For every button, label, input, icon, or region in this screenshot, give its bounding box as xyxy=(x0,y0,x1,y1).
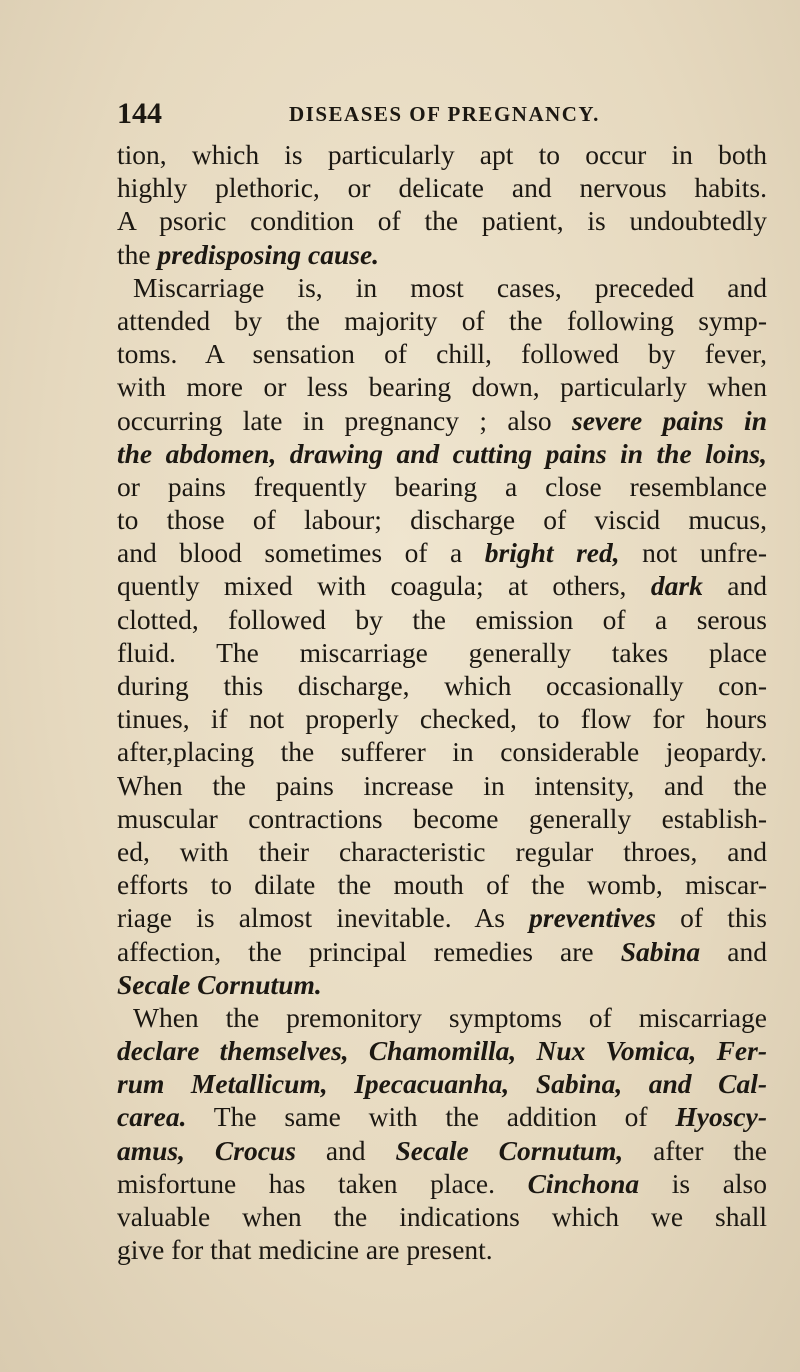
text-line xyxy=(117,1167,767,1200)
text-segment: not unfre- xyxy=(619,537,767,569)
page-number: 144 xyxy=(117,97,162,130)
text-line xyxy=(117,1001,767,1034)
text-segment: riage is almost inevitable. As xyxy=(117,902,530,934)
text-line xyxy=(117,204,767,237)
text-segment: and blood sometimes of a xyxy=(117,537,485,569)
text-segment: or pains frequently bearing a close resemblance xyxy=(117,470,767,502)
emphasis-text: Secale Cornutum. xyxy=(117,968,322,1000)
text-line xyxy=(117,238,767,271)
emphasis-text: carea. xyxy=(117,1101,187,1133)
text-segment: When the premonitory symptoms of miscarriage xyxy=(133,1001,767,1033)
text-line xyxy=(117,138,767,171)
text-segment: and xyxy=(295,1134,396,1166)
emphasis-text: the abdomen, drawing and cutting pains in the loins, xyxy=(117,437,767,469)
text-segment: occurring late in pregnancy ; also xyxy=(117,404,572,436)
text-segment: the xyxy=(117,238,158,270)
emphasis-text: declare themselves, Chamomilla, Nux Vomica, Fer- xyxy=(117,1035,767,1067)
text-segment: of this xyxy=(655,902,768,934)
text-line xyxy=(117,669,767,702)
text-line xyxy=(117,1233,767,1266)
emphasis-text: Sabina xyxy=(620,935,701,967)
text-segment: muscular contractions become generally establish- xyxy=(117,802,767,834)
text-line xyxy=(117,1134,767,1167)
text-segment: efforts to dilate the mouth of the womb, miscar- xyxy=(117,869,767,901)
text-line xyxy=(117,337,767,370)
text-line xyxy=(117,769,767,802)
text-line xyxy=(117,569,767,602)
emphasis-text: dark xyxy=(650,570,703,602)
text-segment: valuable when the indications which we shall xyxy=(117,1201,767,1232)
emphasis-text: predisposing cause. xyxy=(157,238,380,270)
text-segment: is also xyxy=(639,1167,767,1199)
text-segment: after the xyxy=(623,1134,768,1166)
text-line xyxy=(117,304,767,337)
emphasis-text: bright red, xyxy=(484,537,620,569)
text-line xyxy=(117,735,767,768)
text-line xyxy=(117,470,767,503)
text-segment: and xyxy=(700,935,767,967)
text-line xyxy=(117,636,767,669)
text-segment: The same with the addition of xyxy=(186,1101,676,1133)
text-segment: tinues, if not properly checked, to flow for hours xyxy=(117,703,767,735)
text-segment: after,placing the sufferer in considerable jeopardy. xyxy=(117,736,767,768)
text-segment: When the pains increase in intensity, and the xyxy=(117,769,767,801)
running-head: DISEASES OF PREGNANCY. xyxy=(289,102,600,126)
emphasis-text: severe pains in xyxy=(572,404,767,436)
text-segment: affection, the principal remedies are xyxy=(117,935,621,967)
text-segment: fluid. The miscarriage generally takes place xyxy=(117,636,767,668)
text-line xyxy=(117,968,767,1001)
text-segment: A psoric condition of the patient, is undoubtedly xyxy=(117,205,767,237)
text-segment: and xyxy=(702,570,767,602)
text-line xyxy=(117,503,767,536)
text-line xyxy=(117,868,767,901)
text-line xyxy=(117,835,767,868)
emphasis-text: rum Metallicum, Ipecacuanha, Sabina, and Cal- xyxy=(117,1068,767,1100)
text-segment: ed, with their characteristic regular throes, and xyxy=(117,835,767,867)
text-segment: Miscarriage is, in most cases, preceded and xyxy=(133,271,767,303)
emphasis-text: Cinchona xyxy=(527,1167,640,1199)
text-line xyxy=(117,370,767,403)
text-segment: toms. A sensation of chill, followed by fever, xyxy=(117,338,767,370)
text-segment: with more or less bearing down, particularly when xyxy=(117,371,767,403)
text-line xyxy=(117,1067,767,1100)
text-segment: attended by the majority of the following symp- xyxy=(117,304,767,336)
text-segment: during this discharge, which occasionally con- xyxy=(117,670,767,701)
text-line xyxy=(117,1200,767,1233)
text-line xyxy=(117,404,767,437)
text-segment: misfortune has taken place. xyxy=(117,1167,528,1199)
text-segment: highly plethoric, or delicate and nervous habits. xyxy=(117,172,767,204)
text-line xyxy=(117,1034,767,1067)
text-line xyxy=(117,437,767,470)
text-line xyxy=(117,171,767,204)
text-segment: clotted, followed by the emission of a serous xyxy=(117,603,767,635)
text-line xyxy=(117,603,767,636)
text-line xyxy=(117,702,767,735)
emphasis-text: Secale Cornutum, xyxy=(395,1134,624,1166)
text-line xyxy=(117,536,767,569)
text-line xyxy=(117,935,767,968)
emphasis-text: amus, Crocus xyxy=(117,1134,296,1166)
page-header xyxy=(117,94,677,134)
text-segment: give for that medicine are present. xyxy=(117,1234,493,1266)
text-line xyxy=(117,802,767,835)
text-line xyxy=(117,1100,767,1133)
text-segment: to those of labour; discharge of viscid mucus, xyxy=(117,504,767,536)
text-segment: tion, which is particularly apt to occur in both xyxy=(117,139,767,170)
emphasis-text: Hyoscy- xyxy=(675,1101,767,1133)
text-line xyxy=(117,901,767,934)
body-text xyxy=(117,138,767,1266)
text-line xyxy=(117,271,767,304)
text-segment: quently mixed with coagula; at others, xyxy=(117,570,651,602)
emphasis-text: preventives xyxy=(529,902,656,934)
